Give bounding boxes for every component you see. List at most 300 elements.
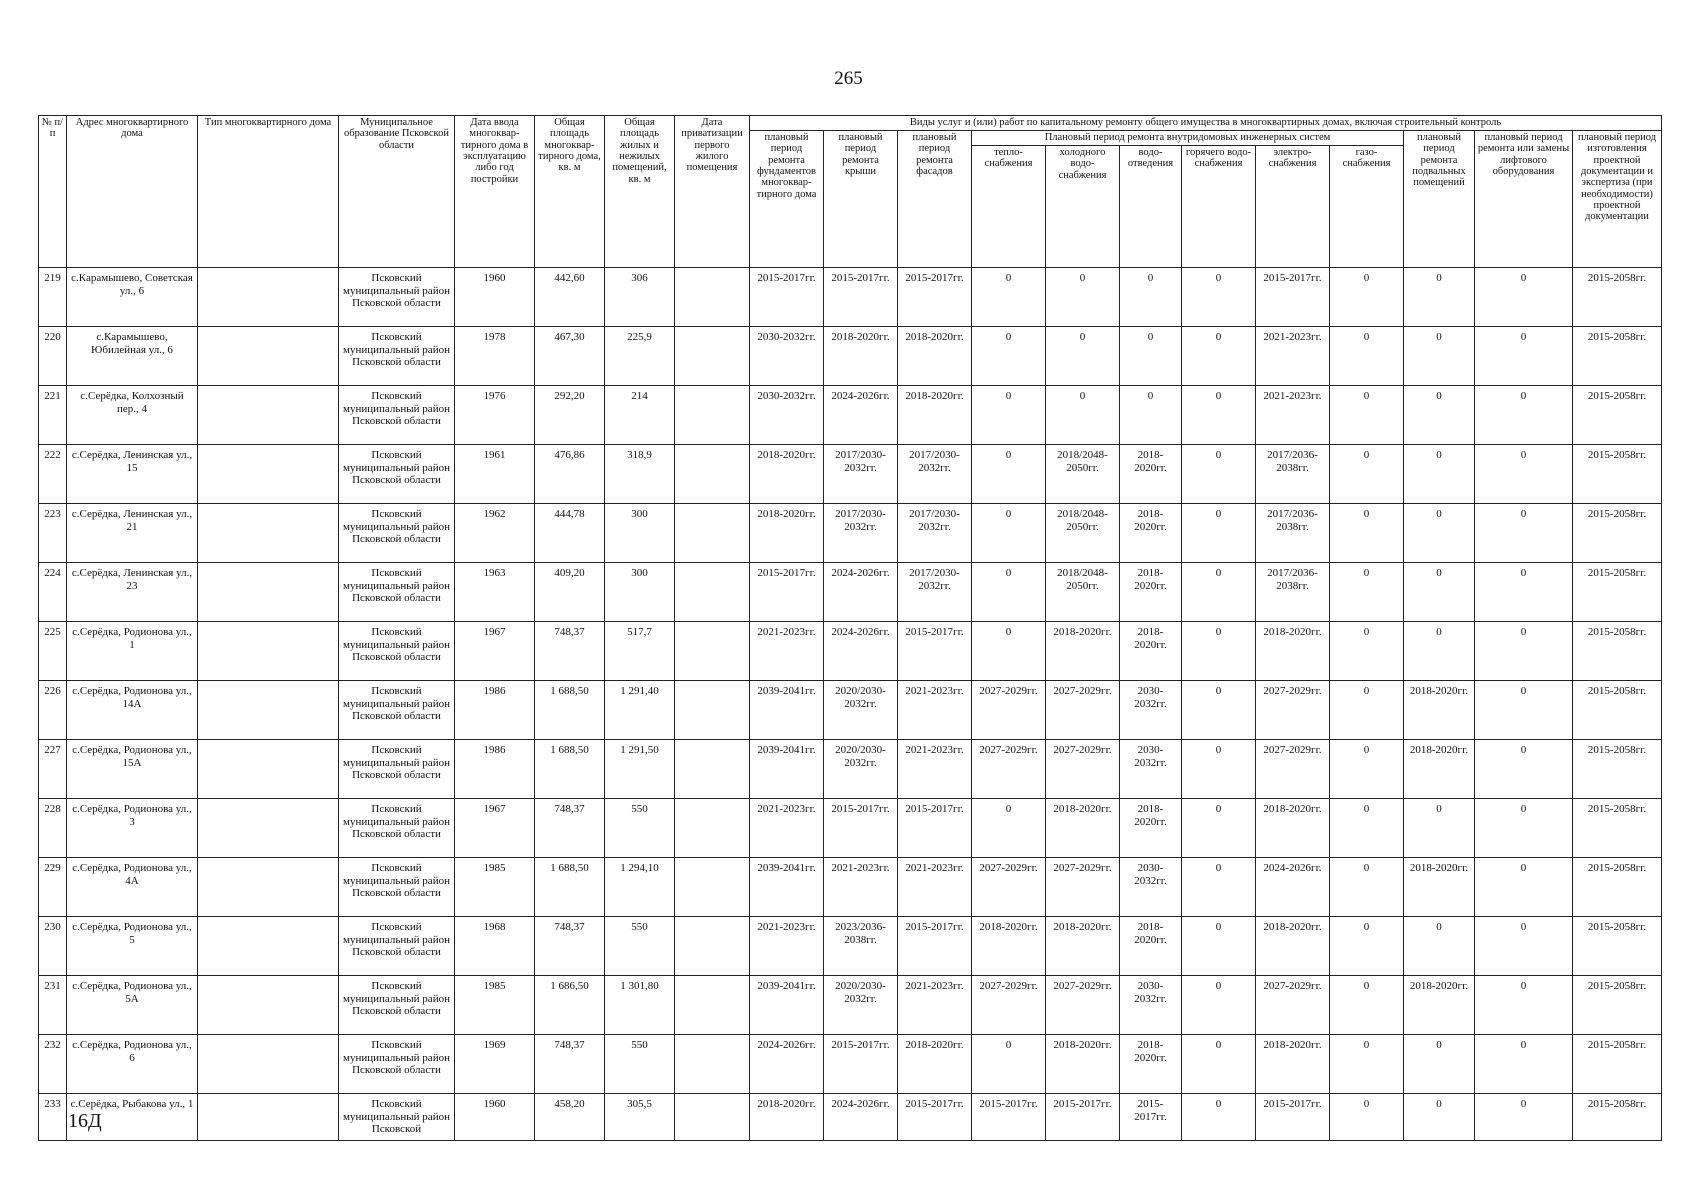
type-cell: [198, 1094, 339, 1141]
year-cell: 1986: [455, 740, 535, 799]
facade-cell: 2017/2030-2032гг.: [898, 504, 972, 563]
foundation-cell: 2030-2032гг.: [750, 386, 824, 445]
address-cell: с.Серёдка, Ленинская ул., 21: [67, 504, 198, 563]
year-cell: 1967: [455, 799, 535, 858]
table-row: [39, 917, 1662, 976]
cold-water-cell: 2018/2048-2050гг.: [1046, 445, 1120, 504]
row-number: 233: [39, 1094, 67, 1141]
type-cell: [198, 740, 339, 799]
row-number: 225: [39, 622, 67, 681]
electric-cell: 2017/2036-2038гг.: [1256, 504, 1330, 563]
table-row: [39, 386, 1662, 445]
cold-water-cell: 2018-2020гг.: [1046, 1035, 1120, 1094]
design-docs-cell: 2015-2058гг.: [1573, 445, 1662, 504]
hot-water-cell: 0: [1182, 740, 1256, 799]
municipality-cell: Псковский муниципальный район Псковской области: [339, 740, 455, 799]
privatization-cell: [675, 268, 750, 327]
heating-cell: 0: [972, 445, 1046, 504]
foundation-cell: 2039-2041гг.: [750, 740, 824, 799]
total-area-cell: 1 688,50: [535, 858, 605, 917]
table-body: [39, 268, 1662, 1141]
basement-cell: 2018-2020гг.: [1404, 858, 1475, 917]
cold-water-cell: 0: [1046, 327, 1120, 386]
hot-water-cell: 0: [1182, 327, 1256, 386]
basement-cell: 0: [1404, 1035, 1475, 1094]
electric-cell: 2027-2029гг.: [1256, 976, 1330, 1035]
page-number: 265: [834, 68, 863, 89]
total-area-cell: 409,20: [535, 563, 605, 622]
drainage-cell: 2030-2032гг.: [1120, 740, 1182, 799]
facade-cell: 2021-2023гг.: [898, 858, 972, 917]
hot-water-cell: 0: [1182, 563, 1256, 622]
header-heating: тепло-снабжения: [972, 146, 1046, 268]
drainage-cell: 2018-2020гг.: [1120, 799, 1182, 858]
total-area-cell: 748,37: [535, 1035, 605, 1094]
drainage-cell: 2030-2032гг.: [1120, 976, 1182, 1035]
facade-cell: 2018-2020гг.: [898, 386, 972, 445]
hot-water-cell: 0: [1182, 1094, 1256, 1141]
address-cell: с.Серёдка, Родионова ул., 3: [67, 799, 198, 858]
heating-cell: 2027-2029гг.: [972, 681, 1046, 740]
address-cell: с.Серёдка, Колхозный пер., 4: [67, 386, 198, 445]
address-cell: с.Серёдка, Родионова ул., 5А: [67, 976, 198, 1035]
header-hot-water: горячего водо-снабжения: [1182, 146, 1256, 268]
living-area-cell: 306: [605, 268, 675, 327]
elevator-cell: 0: [1475, 799, 1573, 858]
municipality-cell: Псковский муниципальный район Псковской области: [339, 681, 455, 740]
address-cell: с.Серёдка, Родионова ул., 14А: [67, 681, 198, 740]
drainage-cell: 2018-2020гг.: [1120, 563, 1182, 622]
municipality-cell: Псковский муниципальный район Псковской области: [339, 799, 455, 858]
address-cell: с.Серёдка, Родионова ул., 6: [67, 1035, 198, 1094]
living-area-cell: 300: [605, 504, 675, 563]
year-cell: 1962: [455, 504, 535, 563]
elevator-cell: 0: [1475, 504, 1573, 563]
privatization-cell: [675, 563, 750, 622]
gas-cell: 0: [1330, 563, 1404, 622]
roof-cell: 2020/2030-2032гг.: [824, 740, 898, 799]
drainage-cell: 0: [1120, 268, 1182, 327]
year-cell: 1986: [455, 681, 535, 740]
living-area-cell: 517,7: [605, 622, 675, 681]
living-area-cell: 550: [605, 1035, 675, 1094]
electric-cell: 2021-2023гг.: [1256, 386, 1330, 445]
privatization-cell: [675, 1094, 750, 1141]
total-area-cell: 442,60: [535, 268, 605, 327]
table-row: [39, 1094, 1662, 1141]
type-cell: [198, 386, 339, 445]
foundation-cell: 2030-2032гг.: [750, 327, 824, 386]
cold-water-cell: 2027-2029гг.: [1046, 976, 1120, 1035]
drainage-cell: 2018-2020гг.: [1120, 917, 1182, 976]
electric-cell: 2018-2020гг.: [1256, 917, 1330, 976]
foundation-cell: 2015-2017гг.: [750, 268, 824, 327]
type-cell: [198, 976, 339, 1035]
address-cell: с.Серёдка, Родионова ул., 5: [67, 917, 198, 976]
living-area-cell: 1 301,80: [605, 976, 675, 1035]
cold-water-cell: 2015-2017гг.: [1046, 1094, 1120, 1141]
header-cold-water: холодного водо-снабжения: [1046, 146, 1120, 268]
gas-cell: 0: [1330, 622, 1404, 681]
municipality-cell: Псковский муниципальный район Псковской области: [339, 1035, 455, 1094]
type-cell: [198, 268, 339, 327]
municipality-cell: Псковский муниципальный район Псковской области: [339, 858, 455, 917]
heating-cell: 2027-2029гг.: [972, 740, 1046, 799]
year-cell: 1985: [455, 858, 535, 917]
gas-cell: 0: [1330, 327, 1404, 386]
gas-cell: 0: [1330, 386, 1404, 445]
foundation-cell: 2024-2026гг.: [750, 1035, 824, 1094]
basement-cell: 2018-2020гг.: [1404, 740, 1475, 799]
hot-water-cell: 0: [1182, 917, 1256, 976]
year-cell: 1961: [455, 445, 535, 504]
year-cell: 1960: [455, 268, 535, 327]
privatization-cell: [675, 858, 750, 917]
table-row: [39, 622, 1662, 681]
table-row: [39, 268, 1662, 327]
municipality-cell: Псковский муниципальный район Псковской области: [339, 268, 455, 327]
heating-cell: 2027-2029гг.: [972, 858, 1046, 917]
address-cell: с.Серёдка, Родионова ул., 15А: [67, 740, 198, 799]
basement-cell: 2018-2020гг.: [1404, 976, 1475, 1035]
total-area-cell: 748,37: [535, 622, 605, 681]
foundation-cell: 2021-2023гг.: [750, 622, 824, 681]
roof-cell: 2017/2030-2032гг.: [824, 445, 898, 504]
roof-cell: 2021-2023гг.: [824, 858, 898, 917]
heating-cell: 0: [972, 563, 1046, 622]
municipality-cell: Псковский муниципальный район Псковской области: [339, 976, 455, 1035]
drainage-cell: 2018-2020гг.: [1120, 622, 1182, 681]
hot-water-cell: 0: [1182, 1035, 1256, 1094]
roof-cell: 2018-2020гг.: [824, 327, 898, 386]
drainage-cell: 0: [1120, 327, 1182, 386]
gas-cell: 0: [1330, 917, 1404, 976]
capital-repair-table: [38, 115, 1662, 1141]
year-cell: 1978: [455, 327, 535, 386]
privatization-cell: [675, 976, 750, 1035]
design-docs-cell: 2015-2058гг.: [1573, 917, 1662, 976]
living-area-cell: 1 291,50: [605, 740, 675, 799]
foundation-cell: 2018-2020гг.: [750, 504, 824, 563]
type-cell: [198, 681, 339, 740]
table-row: [39, 327, 1662, 386]
municipality-cell: Псковский муниципальный район Псковской области: [339, 445, 455, 504]
privatization-cell: [675, 445, 750, 504]
roof-cell: 2015-2017гг.: [824, 268, 898, 327]
roof-cell: 2020/2030-2032гг.: [824, 976, 898, 1035]
row-number: 231: [39, 976, 67, 1035]
facade-cell: 2017/2030-2032гг.: [898, 445, 972, 504]
basement-cell: 0: [1404, 445, 1475, 504]
type-cell: [198, 504, 339, 563]
header-electric: электро-снабжения: [1256, 146, 1330, 268]
heating-cell: 2015-2017гг.: [972, 1094, 1046, 1141]
gas-cell: 0: [1330, 445, 1404, 504]
cold-water-cell: 0: [1046, 268, 1120, 327]
address-cell: с.Карамышево, Советская ул., 6: [67, 268, 198, 327]
design-docs-cell: 2015-2058гг.: [1573, 740, 1662, 799]
design-docs-cell: 2015-2058гг.: [1573, 858, 1662, 917]
year-cell: 1963: [455, 563, 535, 622]
foundation-cell: 2039-2041гг.: [750, 681, 824, 740]
drainage-cell: 2030-2032гг.: [1120, 858, 1182, 917]
elevator-cell: 0: [1475, 327, 1573, 386]
table-row: [39, 799, 1662, 858]
cold-water-cell: 2027-2029гг.: [1046, 681, 1120, 740]
facade-cell: 2021-2023гг.: [898, 740, 972, 799]
heating-cell: 0: [972, 327, 1046, 386]
type-cell: [198, 858, 339, 917]
table-row: [39, 681, 1662, 740]
living-area-cell: 225,9: [605, 327, 675, 386]
header-address: Адрес многоквартирного дома: [67, 116, 198, 268]
facade-cell: 2018-2020гг.: [898, 327, 972, 386]
living-area-cell: 550: [605, 917, 675, 976]
basement-cell: 0: [1404, 799, 1475, 858]
basement-cell: 0: [1404, 268, 1475, 327]
row-number: 221: [39, 386, 67, 445]
electric-cell: 2017/2036-2038гг.: [1256, 563, 1330, 622]
living-area-cell: 214: [605, 386, 675, 445]
elevator-cell: 0: [1475, 268, 1573, 327]
header-basement: плановый период ремонта подвальных помещений: [1404, 131, 1475, 268]
elevator-cell: 0: [1475, 681, 1573, 740]
foundation-cell: 2039-2041гг.: [750, 976, 824, 1035]
hot-water-cell: 0: [1182, 386, 1256, 445]
year-cell: 1968: [455, 917, 535, 976]
gas-cell: 0: [1330, 976, 1404, 1035]
facade-cell: 2015-2017гг.: [898, 622, 972, 681]
heating-cell: 0: [972, 386, 1046, 445]
total-area-cell: 444,78: [535, 504, 605, 563]
year-cell: 1969: [455, 1035, 535, 1094]
drainage-cell: 2015-2017гг.: [1120, 1094, 1182, 1141]
drainage-cell: 2018-2020гг.: [1120, 445, 1182, 504]
electric-cell: 2015-2017гг.: [1256, 268, 1330, 327]
hot-water-cell: 0: [1182, 268, 1256, 327]
cold-water-cell: 0: [1046, 386, 1120, 445]
elevator-cell: 0: [1475, 386, 1573, 445]
electric-cell: 2027-2029гг.: [1256, 740, 1330, 799]
hot-water-cell: 0: [1182, 622, 1256, 681]
facade-cell: 2018-2020гг.: [898, 1035, 972, 1094]
row-number: 226: [39, 681, 67, 740]
privatization-cell: [675, 327, 750, 386]
privatization-cell: [675, 799, 750, 858]
hot-water-cell: 0: [1182, 504, 1256, 563]
design-docs-cell: 2015-2058гг.: [1573, 1035, 1662, 1094]
cold-water-cell: 2018/2048-2050гг.: [1046, 563, 1120, 622]
total-area-cell: 292,20: [535, 386, 605, 445]
living-area-cell: 1 294,10: [605, 858, 675, 917]
facade-cell: 2015-2017гг.: [898, 1094, 972, 1141]
cold-water-cell: 2027-2029гг.: [1046, 740, 1120, 799]
type-cell: [198, 799, 339, 858]
design-docs-cell: 2015-2058гг.: [1573, 386, 1662, 445]
header-drainage: водо-отведения: [1120, 146, 1182, 268]
roof-cell: 2023/2036-2038гг.: [824, 917, 898, 976]
address-cell: с.Серёдка, Родионова ул., 1: [67, 622, 198, 681]
header-design-docs: плановый период изготовления проектной документации и экспертиза (при необходимости) проектной документации: [1573, 131, 1662, 268]
address-cell: с.Серёдка, Ленинская ул., 15: [67, 445, 198, 504]
elevator-cell: 0: [1475, 740, 1573, 799]
roof-cell: 2017/2030-2032гг.: [824, 504, 898, 563]
type-cell: [198, 445, 339, 504]
heating-cell: 0: [972, 268, 1046, 327]
table-row: [39, 740, 1662, 799]
privatization-cell: [675, 1035, 750, 1094]
design-docs-cell: 2015-2058гг.: [1573, 622, 1662, 681]
foundation-cell: 2039-2041гг.: [750, 858, 824, 917]
type-cell: [198, 1035, 339, 1094]
header-privatization-date: Дата приватизации первого жилого помещения: [675, 116, 750, 268]
design-docs-cell: 2015-2058гг.: [1573, 976, 1662, 1035]
hot-water-cell: 0: [1182, 976, 1256, 1035]
privatization-cell: [675, 740, 750, 799]
cold-water-cell: 2018/2048-2050гг.: [1046, 504, 1120, 563]
roof-cell: 2015-2017гг.: [824, 799, 898, 858]
footer-code: 16Д: [68, 1110, 102, 1132]
drainage-cell: 0: [1120, 386, 1182, 445]
elevator-cell: 0: [1475, 1094, 1573, 1141]
gas-cell: 0: [1330, 740, 1404, 799]
elevator-cell: 0: [1475, 622, 1573, 681]
facade-cell: 2017/2030-2032гг.: [898, 563, 972, 622]
living-area-cell: 318,9: [605, 445, 675, 504]
heating-cell: 0: [972, 504, 1046, 563]
elevator-cell: 0: [1475, 917, 1573, 976]
basement-cell: 0: [1404, 622, 1475, 681]
type-cell: [198, 622, 339, 681]
electric-cell: 2018-2020гг.: [1256, 1035, 1330, 1094]
gas-cell: 0: [1330, 268, 1404, 327]
total-area-cell: 1 688,50: [535, 740, 605, 799]
facade-cell: 2021-2023гг.: [898, 976, 972, 1035]
total-area-cell: 748,37: [535, 799, 605, 858]
foundation-cell: 2018-2020гг.: [750, 445, 824, 504]
basement-cell: 0: [1404, 327, 1475, 386]
municipality-cell: Псковский муниципальный район Псковской области: [339, 327, 455, 386]
year-cell: 1960: [455, 1094, 535, 1141]
total-area-cell: 476,86: [535, 445, 605, 504]
header-total-area: Общая площадь многоквар-тирного дома, кв. м: [535, 116, 605, 268]
hot-water-cell: 0: [1182, 681, 1256, 740]
basement-cell: 0: [1404, 504, 1475, 563]
electric-cell: 2017/2036-2038гг.: [1256, 445, 1330, 504]
municipality-cell: Псковский муниципальный район Псковской области: [339, 622, 455, 681]
cold-water-cell: 2018-2020гг.: [1046, 799, 1120, 858]
hot-water-cell: 0: [1182, 445, 1256, 504]
row-number: 223: [39, 504, 67, 563]
design-docs-cell: 2015-2058гг.: [1573, 799, 1662, 858]
header-elevator: плановый период ремонта или замены лифтового оборудования: [1475, 131, 1573, 268]
municipality-cell: Псковский муниципальный район Псковской области: [339, 917, 455, 976]
privatization-cell: [675, 504, 750, 563]
header-num: № п/п: [39, 116, 67, 268]
table-row: [39, 976, 1662, 1035]
facade-cell: 2015-2017гг.: [898, 268, 972, 327]
facade-cell: 2021-2023гг.: [898, 681, 972, 740]
elevator-cell: 0: [1475, 445, 1573, 504]
foundation-cell: 2015-2017гг.: [750, 563, 824, 622]
gas-cell: 0: [1330, 1094, 1404, 1141]
total-area-cell: 467,30: [535, 327, 605, 386]
cold-water-cell: 2018-2020гг.: [1046, 622, 1120, 681]
heating-cell: 0: [972, 622, 1046, 681]
foundation-cell: 2021-2023гг.: [750, 917, 824, 976]
basement-cell: 0: [1404, 917, 1475, 976]
drainage-cell: 2018-2020гг.: [1120, 504, 1182, 563]
drainage-cell: 2018-2020гг.: [1120, 1035, 1182, 1094]
roof-cell: 2024-2026гг.: [824, 386, 898, 445]
roof-cell: 2020/2030-2032гг.: [824, 681, 898, 740]
year-cell: 1967: [455, 622, 535, 681]
row-number: 220: [39, 327, 67, 386]
table-row: [39, 445, 1662, 504]
gas-cell: 0: [1330, 799, 1404, 858]
municipality-cell: Псковский муниципальный район Псковской области: [339, 563, 455, 622]
roof-cell: 2024-2026гг.: [824, 622, 898, 681]
total-area-cell: 1 686,50: [535, 976, 605, 1035]
row-number: 228: [39, 799, 67, 858]
row-number: 227: [39, 740, 67, 799]
row-number: 222: [39, 445, 67, 504]
elevator-cell: 0: [1475, 563, 1573, 622]
table-row: [39, 858, 1662, 917]
heating-cell: 2027-2029гг.: [972, 976, 1046, 1035]
header-foundation: плановый период ремонта фундаментов многоквар-тирного дома: [750, 131, 824, 268]
living-area-cell: 550: [605, 799, 675, 858]
privatization-cell: [675, 386, 750, 445]
elevator-cell: 0: [1475, 858, 1573, 917]
basement-cell: 0: [1404, 386, 1475, 445]
heating-cell: 2018-2020гг.: [972, 917, 1046, 976]
header-works-group: Виды услуг и (или) работ по капитальному ремонту общего имущества в многоквартирных домах, включая строительный контроль: [750, 116, 1662, 131]
design-docs-cell: 2015-2058гг.: [1573, 681, 1662, 740]
header-roof: плановый период ремонта крыши: [824, 131, 898, 268]
design-docs-cell: 2015-2058гг.: [1573, 563, 1662, 622]
electric-cell: 2018-2020гг.: [1256, 799, 1330, 858]
row-number: 230: [39, 917, 67, 976]
privatization-cell: [675, 917, 750, 976]
type-cell: [198, 917, 339, 976]
foundation-cell: 2021-2023гг.: [750, 799, 824, 858]
basement-cell: 2018-2020гг.: [1404, 681, 1475, 740]
hot-water-cell: 0: [1182, 799, 1256, 858]
living-area-cell: 300: [605, 563, 675, 622]
row-number: 232: [39, 1035, 67, 1094]
table-row: [39, 1035, 1662, 1094]
basement-cell: 0: [1404, 563, 1475, 622]
living-area-cell: 1 291,40: [605, 681, 675, 740]
roof-cell: 2024-2026гг.: [824, 1094, 898, 1141]
hot-water-cell: 0: [1182, 858, 1256, 917]
type-cell: [198, 563, 339, 622]
total-area-cell: 458,20: [535, 1094, 605, 1141]
facade-cell: 2015-2017гг.: [898, 917, 972, 976]
header-type: Тип многоквартирного дома: [198, 116, 339, 268]
row-number: 224: [39, 563, 67, 622]
cold-water-cell: 2018-2020гг.: [1046, 917, 1120, 976]
roof-cell: 2024-2026гг.: [824, 563, 898, 622]
gas-cell: 0: [1330, 1035, 1404, 1094]
gas-cell: 0: [1330, 504, 1404, 563]
header-municipality: Муниципальное образование Псковской области: [339, 116, 455, 268]
basement-cell: 0: [1404, 1094, 1475, 1141]
address-cell: с.Серёдка, Родионова ул., 4А: [67, 858, 198, 917]
design-docs-cell: 2015-2058гг.: [1573, 268, 1662, 327]
design-docs-cell: 2015-2058гг.: [1573, 504, 1662, 563]
